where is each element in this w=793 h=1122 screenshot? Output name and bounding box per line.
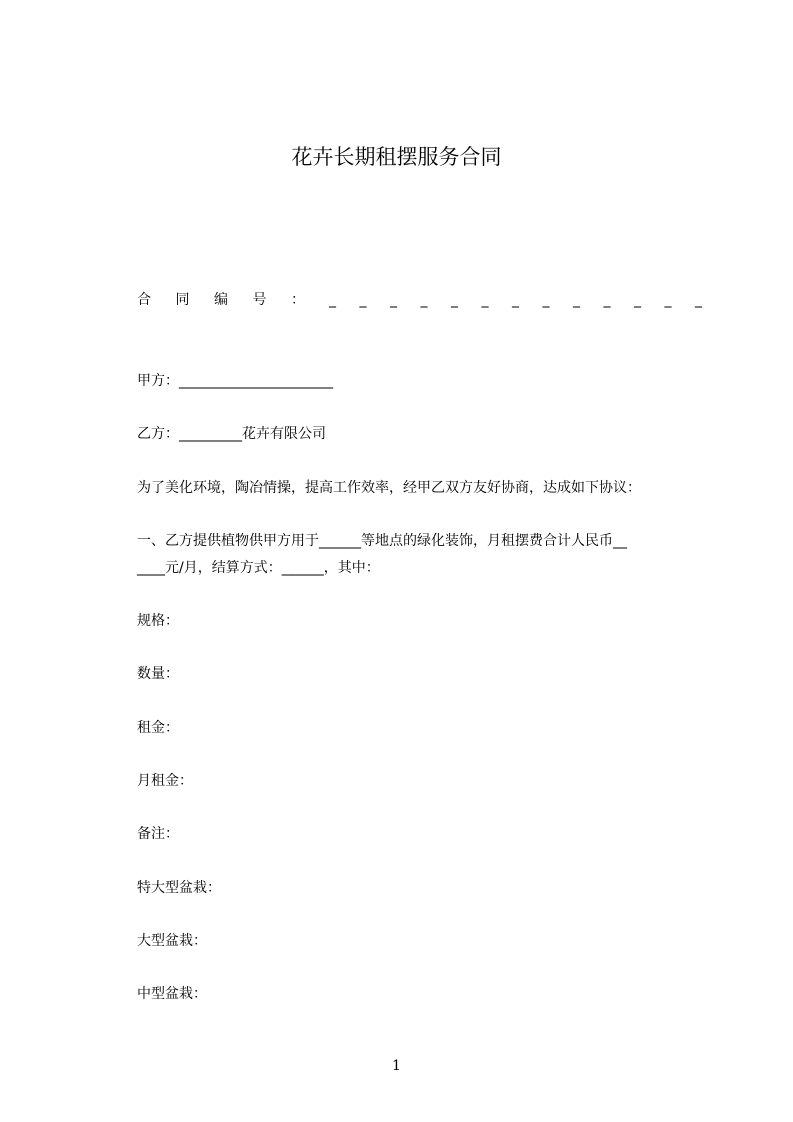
contract-number-label	[137, 290, 305, 310]
blank-underscore: _	[573, 292, 580, 308]
blank-underscore: _	[481, 292, 489, 308]
blank-underscore: _	[542, 292, 550, 308]
party-b-line: 乙方：_________花卉有限公司	[137, 426, 326, 442]
blank-underscore: _	[329, 292, 336, 308]
contract-number-label-char: ：	[291, 292, 305, 308]
blank-underscore: _	[359, 292, 367, 308]
field-remarks: 备注：	[137, 826, 179, 842]
field-extra-large-pot: 特大型盆栽：	[137, 880, 221, 896]
party-a-line: 甲方：______________________	[137, 373, 333, 389]
blank-underscore: _	[390, 292, 397, 308]
blank-underscore: _	[634, 292, 641, 308]
blank-underscore: _	[603, 292, 611, 308]
clause-1-line-2: ____元/月，结算方式：______，其中：	[137, 560, 380, 576]
contract-number-label-char: 合	[137, 292, 151, 308]
clause-1-line-1: 一、乙方提供植物供甲方用于______等地点的绿化装饰，月租摆费合计人民币__	[137, 533, 627, 549]
field-monthly-rent: 月租金：	[137, 773, 193, 789]
field-medium-pot: 中型盆栽：	[137, 986, 207, 1002]
blank-underscore: _	[512, 292, 519, 308]
blank-underscore: _	[664, 292, 672, 308]
field-quantity: 数量：	[137, 666, 179, 682]
blank-underscore: _	[695, 292, 702, 308]
field-large-pot: 大型盆栽：	[137, 933, 207, 949]
blank-underscore: _	[451, 292, 458, 308]
preamble-paragraph: 为了美化环境，陶冶情操，提高工作效率，经甲乙双方友好协商，达成如下协议：	[137, 480, 641, 496]
contract-number-blank	[329, 290, 702, 310]
contract-number-label-char: 编	[214, 292, 228, 308]
document-title: 花卉长期租摆服务合同	[291, 145, 502, 169]
field-spec: 规格：	[137, 613, 179, 629]
blank-underscore: _	[420, 292, 428, 308]
contract-number-label-char: 号	[252, 292, 267, 308]
page-number: 1	[392, 1058, 401, 1074]
contract-number-line	[137, 290, 702, 314]
field-rent: 租金：	[137, 720, 179, 736]
contract-number-label-char: 同	[175, 292, 190, 308]
